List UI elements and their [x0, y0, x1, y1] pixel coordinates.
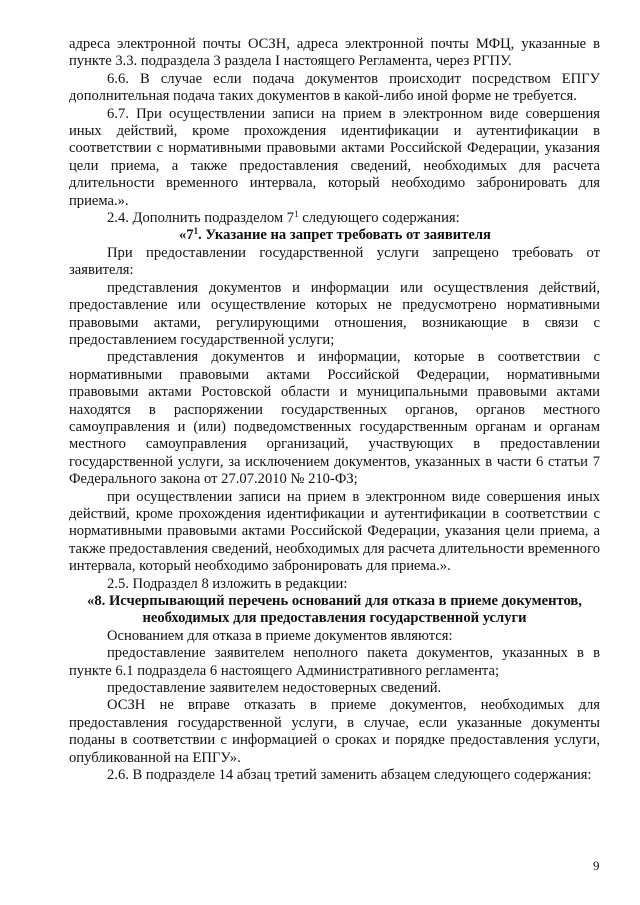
paragraph-amendment-2-4	[69, 210, 600, 227]
paragraph: при осуществлении записи на прием в электронном виде совершения иных действий, кроме прохождения идентификации и аутентификации в соответствии с нормативными правовыми актами Российской Федерации, указания цели приема, а также предоставления сведений, необходимых для расчета длительности временного интервала, который необходимо забронировать для приема.».	[69, 488, 600, 575]
paragraph: 2.6. В подразделе 14 абзац третий заменить абзацем следующего содержания:	[107, 767, 592, 784]
paragraph: предоставление заявителем недостоверных сведений.	[107, 680, 442, 697]
paragraph: представления документов и информации, которые в соответствии с нормативными правовыми актами Российской Федерации, нормативными правовыми актами Ростовской области и муниципальными правовыми актами находятся в распоряжении государственных органов, органов местного самоуправления и (или) подведомственных государственным органам и органам местного самоуправления организаций, участвующих в предоставлении государственной услуги, за исключением документов, указанных в части 6 статьи 7 Федерального закона от 27.07.2010 № 210-ФЗ;	[69, 349, 600, 488]
amendment-text: 2.4. Дополнить подразделом 7	[107, 210, 295, 227]
superscript: 1	[294, 209, 299, 220]
heading-title: . Указание на запрет требовать от заявителя	[198, 227, 491, 244]
paragraph: Основанием для отказа в приеме документов являются:	[107, 627, 453, 644]
paragraph: При предоставлении государственной услуги запрещено требовать от заявителя:	[69, 244, 600, 279]
paragraph: представления документов и информации или осуществления действий, предоставление или осуществление которых не предусмотрено нормативными правовыми актами, регулирующими отношения, возникающие в связи с предоставлением государственной услуги;	[69, 279, 600, 348]
section-heading-7-1	[69, 227, 600, 244]
paragraph: ОСЗН не вправе отказать в приеме документов, необходимых для предоставления государственной услуги, в случае, если указанные документы поданы в соответствии с информацией о сроках и порядке предоставления услуги, опубликованной на ЕПГУ».	[69, 697, 600, 766]
paragraph: адреса электронной почты ОСЗН, адреса электронной почты МФЦ, указанные в пункте 3.3. подраздела 3 раздела I настоящего Регламента, через РГПУ.	[69, 36, 600, 70]
section-heading-8: «8. Исчерпывающий перечень оснований для отказа в приеме документов, необходимых для предоставления государственной услуги	[87, 593, 582, 627]
paragraph: предоставление заявителем неполного пакета документов, указанных в в пункте 6.1 подраздела 6 настоящего Административного регламента;	[69, 645, 600, 679]
page-number: 9	[593, 858, 600, 873]
heading-number: «7	[179, 227, 194, 244]
paragraph: 6.7. При осуществлении записи на прием в электронном виде совершения иных действий, кроме прохождения идентификации и аутентификации в соответствии с нормативными правовыми актами Российской Федерации, указания цели приема, а также предоставления сведений, необходимых для расчета длительности временного интервала, который необходимо забронировать для приема.».	[69, 105, 600, 209]
superscript: 1	[193, 226, 199, 237]
amendment-text-tail: следующего содержания:	[298, 210, 460, 227]
paragraph: 2.5. Подраздел 8 изложить в редакции:	[107, 575, 348, 592]
paragraph: 6.6. В случае если подача документов происходит посредством ЕПГУ дополнительная подача таких документов в какой-либо иной форме не требуется.	[69, 70, 600, 105]
